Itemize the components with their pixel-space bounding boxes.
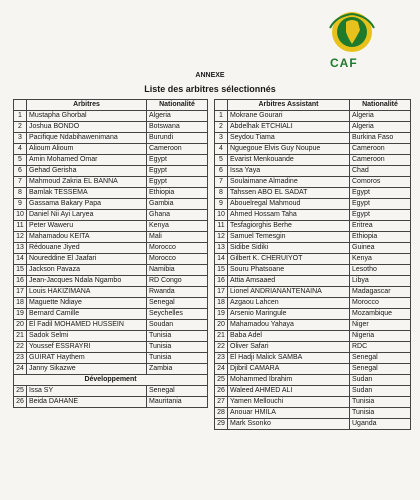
cell-name: Sadok Selmi <box>27 331 147 342</box>
cell-number: 24 <box>14 364 27 375</box>
cell-name: Alioum Alioum <box>27 144 147 155</box>
cell-nationality: Ethiopia <box>350 232 411 243</box>
cell-nationality: Guinea <box>350 243 411 254</box>
cell-name: Lionel ANDRIANANTENAINA <box>228 287 350 298</box>
cell-nationality: Chad <box>350 166 411 177</box>
cell-name: Peter Waweru <box>27 221 147 232</box>
table-row <box>14 199 208 210</box>
section-row-development <box>14 375 208 386</box>
cell-number: 6 <box>14 166 27 177</box>
cell-number: 16 <box>14 276 27 287</box>
cell-nationality: Senegal <box>350 364 411 375</box>
cell-number: 3 <box>14 133 27 144</box>
cell-name: Gilbert K. CHERUIYOT <box>228 254 350 265</box>
cell-name: Attia Amsaaed <box>228 276 350 287</box>
caf-logo-text: CAF <box>330 56 358 70</box>
cell-number: 26 <box>215 386 228 397</box>
cell-nationality: Seychelles <box>147 309 208 320</box>
table-row <box>215 353 411 364</box>
cell-number: 11 <box>14 221 27 232</box>
cell-name: Mahamadou Yahaya <box>228 320 350 331</box>
table-row <box>215 210 411 221</box>
table-row <box>215 232 411 243</box>
cell-nationality: Soudan <box>147 320 208 331</box>
table-row <box>215 364 411 375</box>
cell-name: Abouelregal Mahmoud <box>228 199 350 210</box>
table-row <box>14 309 208 320</box>
cell-nationality: Kenya <box>350 254 411 265</box>
cell-nationality: Senegal <box>350 353 411 364</box>
assistants-body <box>215 111 411 430</box>
assistants-col-header: Arbitres Assistant <box>228 100 350 111</box>
cell-name: Mustapha Ghorbal <box>27 111 147 122</box>
cell-nationality: Cameroon <box>350 155 411 166</box>
cell-name: Maguette Ndiaye <box>27 298 147 309</box>
cell-number: 9 <box>215 199 228 210</box>
table-row <box>215 375 411 386</box>
cell-nationality: Egypt <box>147 177 208 188</box>
cell-nationality: Ethiopia <box>147 188 208 199</box>
table-row <box>14 331 208 342</box>
cell-nationality: Comoros <box>350 177 411 188</box>
table-row <box>14 320 208 331</box>
cell-nationality: Libya <box>350 276 411 287</box>
table-row <box>14 111 208 122</box>
cell-number: 3 <box>215 133 228 144</box>
cell-number: 6 <box>215 166 228 177</box>
cell-name: Noureddine El Jaafari <box>27 254 147 265</box>
cell-nationality: Algeria <box>147 111 208 122</box>
table-row <box>14 188 208 199</box>
cell-name: Beida DAHANE <box>27 397 147 408</box>
cell-name: Mahamadou KEITA <box>27 232 147 243</box>
cell-number: 9 <box>14 199 27 210</box>
table-row <box>14 155 208 166</box>
cell-name: Bernard Camille <box>27 309 147 320</box>
page-title: Liste des arbitres sélectionnés <box>144 84 276 94</box>
cell-number: 27 <box>215 397 228 408</box>
cell-nationality: Eritrea <box>350 221 411 232</box>
cell-number: 5 <box>14 155 27 166</box>
table-row <box>14 243 208 254</box>
cell-name: Issa SY <box>27 386 147 397</box>
cell-number: 26 <box>14 397 27 408</box>
table-row <box>14 342 208 353</box>
table-row <box>215 177 411 188</box>
cell-number: 12 <box>215 232 228 243</box>
table-row <box>215 122 411 133</box>
cell-name: Yamen Mellouchi <box>228 397 350 408</box>
cell-name: Gehad Gerisha <box>27 166 147 177</box>
table-row <box>215 408 411 419</box>
cell-nationality: Tunisia <box>350 397 411 408</box>
cell-nationality: Botswana <box>147 122 208 133</box>
cell-nationality: Senegal <box>147 298 208 309</box>
cell-number: 10 <box>14 210 27 221</box>
cell-name: Gassama Bakary Papa <box>27 199 147 210</box>
table-row <box>215 188 411 199</box>
cell-name: Mark Ssonko <box>228 419 350 430</box>
table-row <box>14 287 208 298</box>
table-row <box>215 298 411 309</box>
cell-number: 19 <box>215 309 228 320</box>
assistants-header-row <box>215 100 411 111</box>
table-row <box>215 265 411 276</box>
cell-nationality: Rwanda <box>147 287 208 298</box>
table-row <box>14 177 208 188</box>
cell-number: 14 <box>215 254 228 265</box>
cell-name: GUIRAT Haythem <box>27 353 147 364</box>
cell-number: 11 <box>215 221 228 232</box>
referees-col-header: Arbitres <box>27 100 147 111</box>
cell-number: 17 <box>215 287 228 298</box>
cell-number: 15 <box>14 265 27 276</box>
cell-name: Seydou Tiama <box>228 133 350 144</box>
cell-nationality: Morocco <box>147 243 208 254</box>
table-row <box>14 386 208 397</box>
cell-number: 12 <box>14 232 27 243</box>
cell-nationality: Zambia <box>147 364 208 375</box>
cell-name: Tahssen ABO EL SADAT <box>228 188 350 199</box>
cell-number: 13 <box>14 243 27 254</box>
nationality-col-header: Nationalité <box>147 100 208 111</box>
cell-nationality: Cameroon <box>147 144 208 155</box>
cell-name: Mahmoud Zakria EL BANNA <box>27 177 147 188</box>
cell-nationality: Burkina Faso <box>350 133 411 144</box>
cell-name: Oliver Safari <box>228 342 350 353</box>
cell-nationality: Algeria <box>350 122 411 133</box>
table-row <box>215 199 411 210</box>
cell-number: 14 <box>14 254 27 265</box>
table-row <box>14 133 208 144</box>
cell-nationality: Cameroon <box>350 144 411 155</box>
table-row <box>215 309 411 320</box>
cell-nationality: Senegal <box>147 386 208 397</box>
cell-nationality: Tunisia <box>147 342 208 353</box>
cell-number: 2 <box>215 122 228 133</box>
table-row <box>215 276 411 287</box>
table-row <box>14 298 208 309</box>
table-row <box>14 364 208 375</box>
cell-name: Anouar HMILA <box>228 408 350 419</box>
cell-name: Rédouane Jiyed <box>27 243 147 254</box>
cell-name: Louis HAKIZIMANA <box>27 287 147 298</box>
cell-nationality: Burundi <box>147 133 208 144</box>
table-row <box>14 144 208 155</box>
cell-number: 18 <box>215 298 228 309</box>
table-row <box>215 386 411 397</box>
nationality-col-header: Nationalité <box>350 100 411 111</box>
cell-nationality: Lesotho <box>350 265 411 276</box>
cell-number: 19 <box>14 309 27 320</box>
cell-name: El Fadil MOHAMED HUSSEIN <box>27 320 147 331</box>
annexe-label: ANNEXE <box>195 72 225 79</box>
cell-name: Arsenio Maringule <box>228 309 350 320</box>
table-row <box>215 221 411 232</box>
cell-name: Jackson Pavaza <box>27 265 147 276</box>
cell-number: 4 <box>14 144 27 155</box>
section-label: Développement <box>14 375 208 386</box>
cell-name: Mohammed Ibrahim <box>228 375 350 386</box>
cell-number: 1 <box>14 111 27 122</box>
cell-nationality: Egypt <box>147 166 208 177</box>
referees-table <box>13 99 208 408</box>
cell-number: 13 <box>215 243 228 254</box>
cell-number: 8 <box>14 188 27 199</box>
cell-nationality: Kenya <box>147 221 208 232</box>
table-row <box>215 320 411 331</box>
cell-nationality: Egypt <box>350 188 411 199</box>
cell-number: 7 <box>215 177 228 188</box>
table-row <box>14 276 208 287</box>
cell-name: El Hadji Malick SAMBA <box>228 353 350 364</box>
cell-number: 2 <box>14 122 27 133</box>
cell-name: Mokrane Gourari <box>228 111 350 122</box>
cell-name: Issa Yaya <box>228 166 350 177</box>
table-row <box>215 331 411 342</box>
cell-name: Evarist Menkouande <box>228 155 350 166</box>
cell-nationality: Morocco <box>147 254 208 265</box>
cell-name: Azgaou Lahcen <box>228 298 350 309</box>
cell-number: 20 <box>215 320 228 331</box>
cell-name: Soulaimane Almadine <box>228 177 350 188</box>
cell-nationality: Namibia <box>147 265 208 276</box>
table-row <box>215 133 411 144</box>
cell-name: Pacifique Ndabihawenimana <box>27 133 147 144</box>
cell-nationality: Mauritania <box>147 397 208 408</box>
cell-number: 22 <box>14 342 27 353</box>
cell-nationality: Algeria <box>350 111 411 122</box>
cell-nationality: Madagascar <box>350 287 411 298</box>
num-header <box>14 100 27 111</box>
cell-number: 17 <box>14 287 27 298</box>
cell-nationality: Sudan <box>350 375 411 386</box>
cell-name: Samuel Temesgin <box>228 232 350 243</box>
table-row <box>14 232 208 243</box>
cell-number: 25 <box>215 375 228 386</box>
cell-nationality: RDC <box>350 342 411 353</box>
cell-name: Daniel Nii Ayi Laryea <box>27 210 147 221</box>
cell-number: 22 <box>215 342 228 353</box>
cell-number: 5 <box>215 155 228 166</box>
referees-header-row <box>14 100 208 111</box>
table-row <box>215 155 411 166</box>
cell-name: Abdelhak ETCHIALI <box>228 122 350 133</box>
cell-nationality: Tunisia <box>350 408 411 419</box>
cell-number: 21 <box>14 331 27 342</box>
table-row <box>215 287 411 298</box>
cell-nationality: Egypt <box>350 199 411 210</box>
referees-body <box>14 111 208 408</box>
table-row <box>215 144 411 155</box>
cell-name: Djibril CAMARA <box>228 364 350 375</box>
cell-nationality: Ghana <box>147 210 208 221</box>
cell-nationality: Morocco <box>350 298 411 309</box>
cell-name: Amin Mohamed Omar <box>27 155 147 166</box>
cell-nationality: Egypt <box>147 155 208 166</box>
cell-number: 4 <box>215 144 228 155</box>
table-row <box>215 243 411 254</box>
cell-name: Souru Phatsoane <box>228 265 350 276</box>
table-row <box>215 419 411 430</box>
cell-number: 1 <box>215 111 228 122</box>
table-row <box>14 122 208 133</box>
cell-number: 28 <box>215 408 228 419</box>
table-row <box>215 111 411 122</box>
cell-name: Nguegoue Elvis Guy Noupue <box>228 144 350 155</box>
cell-number: 18 <box>14 298 27 309</box>
table-row <box>14 166 208 177</box>
table-row <box>14 353 208 364</box>
table-row <box>215 166 411 177</box>
table-row <box>215 254 411 265</box>
cell-number: 23 <box>14 353 27 364</box>
cell-name: Waleed AHMED ALI <box>228 386 350 397</box>
cell-name: Bamlak TESSEMA <box>27 188 147 199</box>
cell-name: Sidibe Sidiki <box>228 243 350 254</box>
cell-name: Tesfagiorghis Berhe <box>228 221 350 232</box>
cell-name: Baba Adel <box>228 331 350 342</box>
cell-nationality: Gambia <box>147 199 208 210</box>
table-row <box>14 254 208 265</box>
cell-name: Janny Sikazwe <box>27 364 147 375</box>
cell-name: Joshua BONDO <box>27 122 147 133</box>
cell-number: 23 <box>215 353 228 364</box>
cell-nationality: Mozambique <box>350 309 411 320</box>
table-row <box>14 221 208 232</box>
cell-name: Youssef ESSRAYRI <box>27 342 147 353</box>
table-row <box>14 210 208 221</box>
cell-number: 29 <box>215 419 228 430</box>
cell-nationality: Tunisia <box>147 331 208 342</box>
assistant-referees-table <box>214 99 411 430</box>
cell-nationality: Mali <box>147 232 208 243</box>
cell-number: 24 <box>215 364 228 375</box>
cell-name: Ahmed Hossam Taha <box>228 210 350 221</box>
table-row <box>215 342 411 353</box>
cell-number: 15 <box>215 265 228 276</box>
cell-number: 25 <box>14 386 27 397</box>
cell-nationality: RD Congo <box>147 276 208 287</box>
cell-number: 20 <box>14 320 27 331</box>
cell-nationality: Niger <box>350 320 411 331</box>
cell-nationality: Sudan <box>350 386 411 397</box>
cell-name: Jean-Jacques Ndala Ngambo <box>27 276 147 287</box>
table-row <box>14 397 208 408</box>
cell-number: 8 <box>215 188 228 199</box>
cell-number: 16 <box>215 276 228 287</box>
table-row <box>14 265 208 276</box>
cell-nationality: Egypt <box>350 210 411 221</box>
cell-number: 10 <box>215 210 228 221</box>
cell-number: 21 <box>215 331 228 342</box>
cell-number: 7 <box>14 177 27 188</box>
cell-nationality: Tunisia <box>147 353 208 364</box>
cell-nationality: Uganda <box>350 419 411 430</box>
num-header <box>215 100 228 111</box>
table-row <box>215 397 411 408</box>
cell-nationality: Nigeria <box>350 331 411 342</box>
